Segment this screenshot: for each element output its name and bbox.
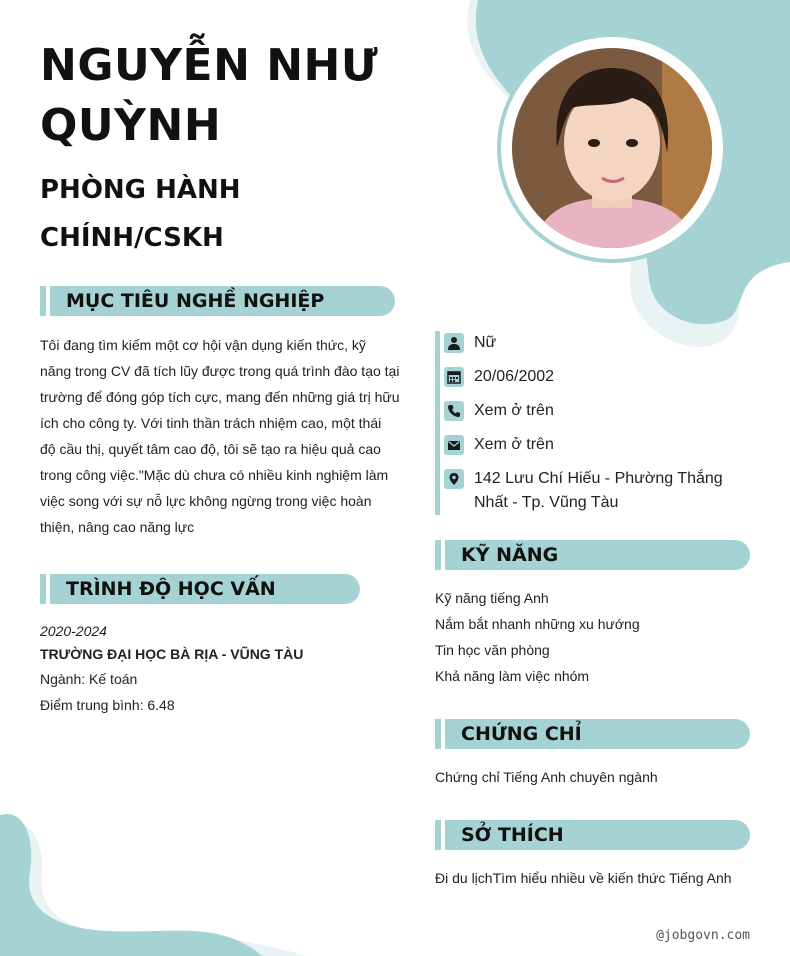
skill-item: Kỹ năng tiếng Anh: [435, 590, 549, 606]
skill-item: Tin học văn phòng: [435, 642, 550, 658]
avatar: [512, 48, 712, 248]
objective-text: Tôi đang tìm kiếm một cơ hội vận dụng kiến thức, kỹ năng trong CV đã tích lũy được trong quá trình đào tạo tại trường để đóng góp tích cực, mang đến những giá trị hữu ích cho công ty. Với tinh thần trách nhiệm cao, một thái độ cầu thị, quyết tâm cao độ, tôi sẽ tạo ra hiệu quả cao trong công việc."Mặc dù chưa có nhiều kinh nghiệm làm việc song với sự nỗ lực không ngừng trong việc hoàn thiện, nâng cao năng lực: [40, 337, 400, 535]
section-certificates-title: CHỨNG CHỈ: [461, 723, 582, 745]
section-objective-header: [40, 286, 395, 316]
contact-dob: 20/06/2002: [474, 368, 555, 385]
education-school: TRƯỜNG ĐẠI HỌC BÀ RỊA - VŨNG TÀU: [40, 646, 304, 662]
hobbies-text: [435, 865, 732, 891]
contact-row-email: [440, 433, 750, 457]
phone-icon: [444, 401, 464, 421]
candidate-position: PHÒNG HÀNH CHÍNH/CSKH: [40, 175, 241, 253]
education-years: 2020-2024: [40, 623, 107, 639]
contact-address: 142 Lưu Chí Hiếu - Phường Thắng Nhất - Tp. Vũng Tàu: [474, 470, 723, 511]
calendar-icon: [444, 367, 464, 387]
email-icon: [444, 435, 464, 455]
section-education-title: TRÌNH ĐỘ HỌC VẤN: [66, 578, 276, 600]
avatar-frame: [501, 37, 723, 259]
section-skills-title: KỸ NĂNG: [461, 544, 559, 566]
candidate-name: NGUYỄN NHƯ QUỲNH: [40, 40, 379, 151]
watermark: @jobgovn.com: [656, 928, 750, 943]
hobby-item: Đi du lịchTìm hiểu nhiều về kiến thức Tiếng Anh: [435, 870, 732, 886]
contact-row-address: [440, 467, 750, 515]
location-icon: [444, 469, 464, 489]
skill-item: Khả năng làm việc nhóm: [435, 668, 590, 684]
section-education-header: [40, 574, 360, 604]
contact-row-gender: [440, 331, 750, 355]
section-hobbies-header: [435, 820, 750, 850]
certificate-item: Chứng chỉ Tiếng Anh chuyên ngành: [435, 769, 658, 785]
person-icon: [444, 333, 464, 353]
education-entry: [40, 620, 400, 718]
section-certificates-header: [435, 719, 750, 749]
contact-email: Xem ở trên: [474, 436, 554, 453]
section-objective-title: MỤC TIÊU NGHỀ NGHIỆP: [66, 290, 325, 312]
skill-item: Nắm bắt nhanh những xu hướng: [435, 616, 640, 632]
education-gpa: Điểm trung bình: 6.48: [40, 697, 175, 713]
contact-info: [435, 331, 750, 515]
contact-gender: Nữ: [474, 334, 497, 351]
contact-phone: Xem ở trên: [474, 402, 554, 419]
education-major: Ngành: Kế toán: [40, 671, 138, 687]
section-hobbies-title: SỞ THÍCH: [461, 824, 564, 846]
contact-row-dob: [440, 365, 750, 389]
certificates-list: [435, 764, 658, 790]
skills-list: [435, 585, 640, 689]
contact-row-phone: [440, 399, 750, 423]
section-skills-header: [435, 540, 750, 570]
